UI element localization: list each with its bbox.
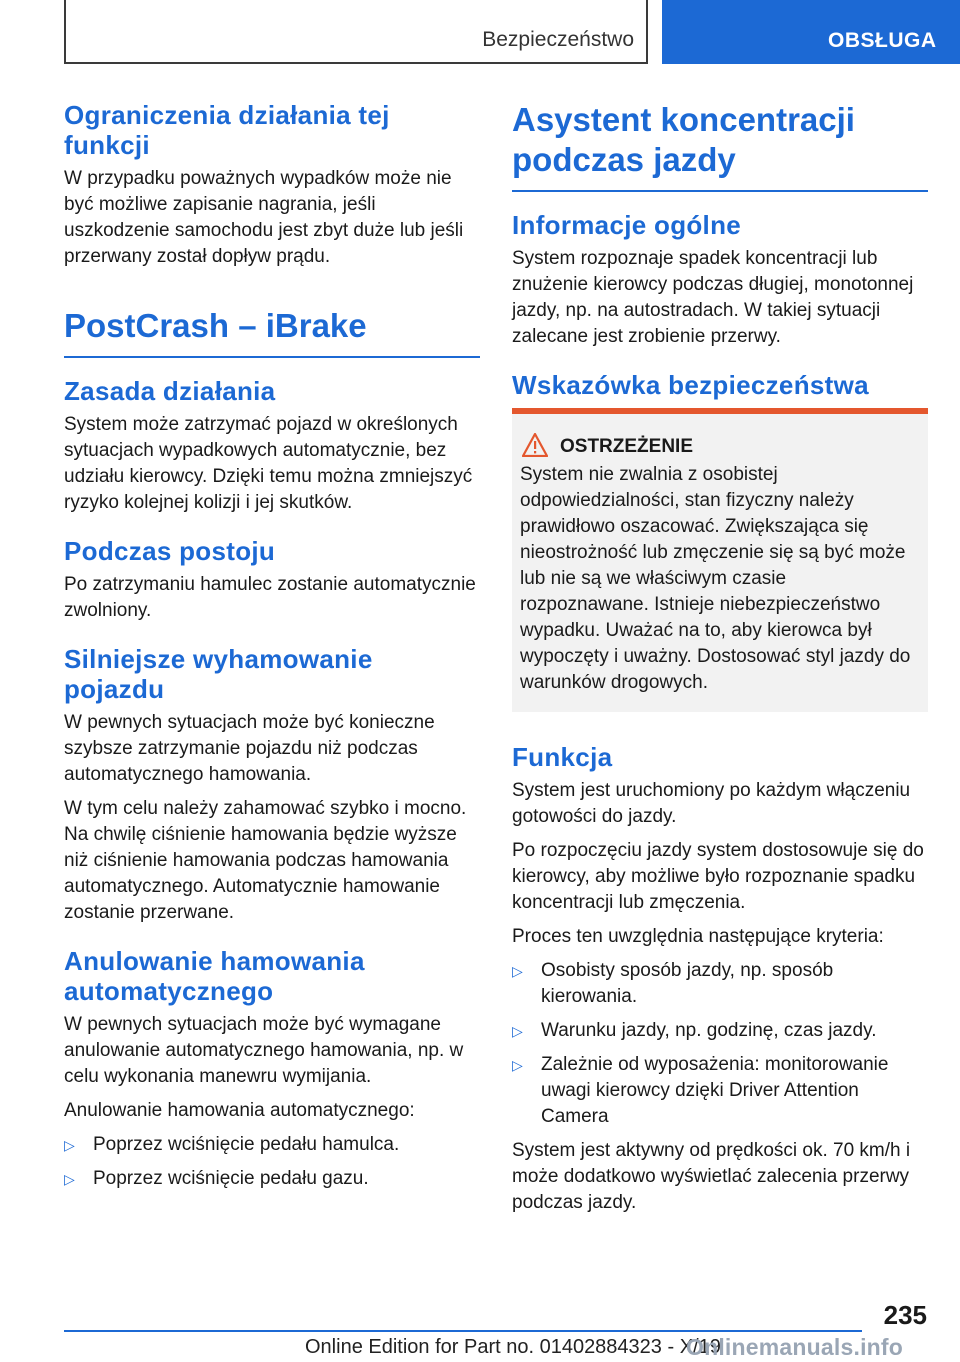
header-chapter-tab: OBSŁUGA: [662, 0, 960, 64]
postcrash-rule: [64, 356, 480, 358]
assist-rule: [512, 190, 928, 192]
warning-box: [512, 408, 928, 712]
warning-text: System nie zwalnia z osobistej odpowiedzialności, stan fizyczny należy prawidłowo oszacować. Zwiększająca się nieostrożność lub zmęczenie się są być może lub nie są we właściwym czasie rozpoznawane. Istnieje niebezpieczeństwo wypadku. Uważać na to, aby kierowca był wypoczęty i uważny. Dostosować styl jazdy do warunków drogowych.: [520, 464, 911, 693]
triangle-bullet-icon: ▷: [512, 1057, 523, 1073]
principle-text: System może zatrzymać pojazd w określonych sytuacjach wypadkowych automatycznie, bez udziału kierowcy. Dzięki temu można zmniejszyć ryzyko kolejnej kolizji i jej skutków.: [64, 414, 473, 513]
list-item: ▷ Osobisty sposób jazdy, np. sposób kierowania.: [512, 960, 834, 1007]
standstill-text: Po zatrzymaniu hamulec zostanie automatycznie zwolniony.: [64, 574, 476, 621]
list-item: ▷ Poprzez wciśnięcie pedału gazu.: [64, 1166, 480, 1192]
standstill-heading: Podczas postoju: [64, 536, 276, 566]
function-text-1: System jest uruchomiony po każdym włączeniu gotowości do jazdy.: [512, 780, 911, 827]
stronger-braking-text-1: W pewnych sytuacjach może być konieczne szybsze zatrzymanie pojazdu niż podczas automatycznego hamowania.: [64, 712, 435, 785]
cancel-braking-text-2: Anulowanie hamowania automatycznego:: [64, 1100, 415, 1121]
triangle-bullet-icon: ▷: [512, 963, 523, 979]
warning-triangle-icon: [522, 433, 548, 457]
triangle-bullet-icon: ▷: [64, 1171, 75, 1187]
assist-heading: Asystent koncentracji podczas jazdy: [512, 101, 855, 178]
limits-heading: Ograniczenia działania tej funkcji: [64, 100, 390, 160]
stronger-braking-heading: Silniejsze wyhamowanie pojazdu: [64, 644, 373, 704]
limits-text: W przypadku poważnych wypadków może nie być możliwe zapisanie nagrania, jeśli uszkodzenie samochodu jest zbyt duże lub jeśli przerwany został dopływ prądu.: [64, 168, 464, 267]
triangle-bullet-icon: ▷: [512, 1023, 523, 1039]
list-item: ▷ Zależnie od wyposażenia: monitorowanie uwagi kierowcy dzięki Driver Attention Camera: [512, 1054, 889, 1127]
function-text-3: Proces ten uwzględnia następujące kryteria:: [512, 926, 884, 947]
stronger-braking-text-2: W tym celu należy zahamować szybko i mocno. Na chwilę ciśnienie hamowania będzie wyższe niż ciśnienie hamowania podczas hamowania automatycznego. Automatycznie hamowanie zostanie przerwane.: [64, 798, 467, 923]
function-text-4: System jest aktywny od prędkości ok. 70 km/h i może dodatkowo wyświetlać zalecenia przerwy podczas jazdy.: [512, 1140, 911, 1213]
general-info-heading: Informacje ogólne: [512, 210, 742, 240]
safety-note-heading: Wskazówka bezpieczeństwa: [512, 370, 869, 400]
general-info-text: System rozpoznaje spadek koncentracji lub znużenie kierowcy podczas długiej, monotonnej jazdy, np. na autostradach. W takiej sytuacji zalecane jest zrobienie przerwy.: [512, 248, 914, 347]
list-item: ▷ Poprzez wciśnięcie pedału hamulca.: [64, 1132, 480, 1158]
footer-rule: [64, 1330, 862, 1332]
page-number: 235: [883, 1300, 927, 1330]
left-column: [64, 100, 480, 1200]
footer-edition: Online Edition for Part no. 01402884323 - X/19: [305, 1336, 721, 1358]
postcrash-heading: PostCrash – iBrake: [64, 307, 367, 344]
cancel-braking-text-1: W pewnych sytuacjach może być wymagane anulowanie automatycznego hamowania, np. w celu wykonania manewru wymijania.: [64, 1014, 464, 1087]
cancel-braking-list: [64, 1132, 480, 1192]
principle-heading: Zasada działania: [64, 376, 276, 406]
triangle-bullet-icon: ▷: [64, 1137, 75, 1153]
warning-title: OSTRZEŻENIE: [560, 436, 920, 458]
function-text-2: Po rozpoczęciu jazdy system dostosowuje się do kierowcy, aby możliwe było rozpoznanie spadku koncentracji lub zmęczenia.: [512, 840, 924, 913]
function-heading: Funkcja: [512, 742, 613, 772]
list-item: ▷ Warunku jazdy, np. godzinę, czas jazdy.: [512, 1018, 928, 1044]
criteria-list: [512, 958, 928, 1130]
header-section-title: Bezpieczeństwo: [482, 28, 634, 51]
cancel-braking-heading: Anulowanie hamowania automatycznego: [64, 946, 365, 1006]
watermark: Onlinemanuals.info: [686, 1334, 904, 1360]
right-column: [512, 100, 928, 1224]
